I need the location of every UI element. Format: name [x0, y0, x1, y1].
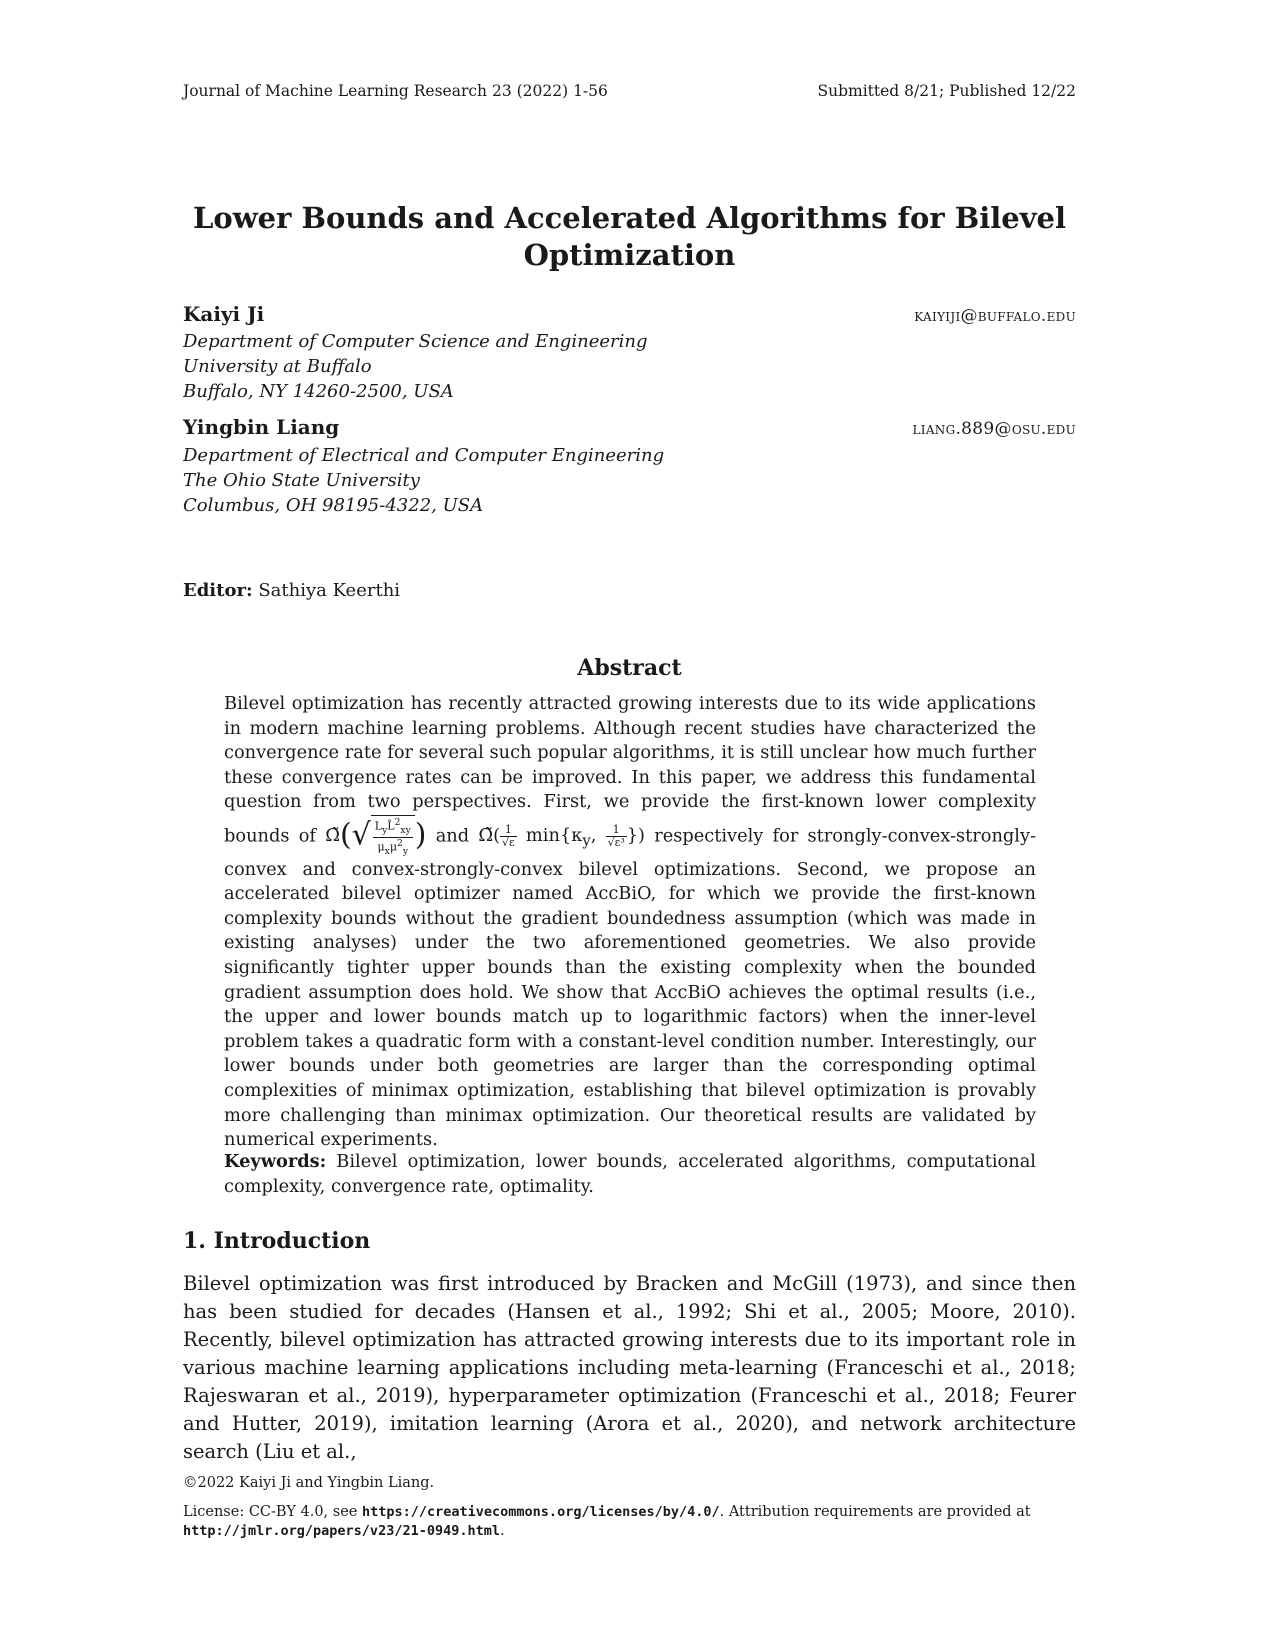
license-notice [183, 1503, 1076, 1541]
paper-link[interactable]: http://jmlr.org/papers/v23/21-0949.html [183, 1523, 500, 1539]
copyright-notice: ©2022 Kaiyi Ji and Yingbin Liang. [183, 1475, 435, 1491]
author-name: Yingbin Liang [183, 415, 340, 439]
lower-bound-formula-2: Ω̃( $\frac{1}{√\varepsilon}$ $\min\{\kappa_y$, $\frac{1}{\text{√ε³}}$ }) [478, 822, 645, 850]
editor-name: Sathiya Keerthi [258, 580, 401, 601]
keywords-text: Bilevel optimization, lower bounds, accelerated algorithms, computational complexity, convergence rate, optimality. [224, 1151, 1036, 1197]
license-mid: . Attribution requirements are provided at [719, 1504, 1031, 1520]
abstract-text-part2: respectively for strongly-convex-strongly-convex and convex-strongly-convex bilevel optimizations. Second, we propose an accelerated bilevel optimizer named AccBiO, for which we provide the first-known complexity bounds without the gradient boundedness assumption (which was made in existing analyses) under the two aforementioned geometries. We also provide significantly tighter upper bounds than the existing complexity when the bounded gradient assumption does hold. We show that AccBiO achieves the optimal results (i.e., the upper and lower bounds match up to logarithmic factors) when the inner-level problem takes a quadratic form with a constant-level condition number. Interestingly, our lower bounds under both geometries are larger than the corresponding optimal complexities of minimax optimization, establishing that bilevel optimization is provably more challenging than minimax optimization. Our theoretical results are validated by numerical experiments. [224, 825, 1037, 1151]
affiliation-department: Department of Computer Science and Engineering [183, 331, 648, 352]
author-email[interactable]: kaiyiji@buffalo.edu [914, 306, 1076, 326]
author-affiliation [183, 443, 664, 518]
license-link[interactable]: https://creativecommons.org/licenses/by/4.0/ [362, 1504, 720, 1520]
submission-dates: Submitted 8/21; Published 12/22 [817, 82, 1076, 100]
paper-title [183, 200, 1076, 274]
lower-bound-formula-1: Ω̃(√ $\frac{L_yL̃^2_{xy}}{\mu_x\mu^2_y}$ ) [325, 816, 427, 857]
author-affiliation [183, 329, 648, 404]
editor-label: Editor: [183, 580, 253, 601]
author-email[interactable]: liang.889@osu.edu [912, 419, 1076, 439]
affiliation-department: Department of Electrical and Computer Engineering [183, 445, 665, 466]
keywords-label: Keywords: [224, 1151, 327, 1172]
introduction-text [183, 1270, 1076, 1466]
journal-citation: Journal of Machine Learning Research 23 (2022) 1-56 [183, 82, 608, 100]
affiliation-address: Buffalo, NY 14260-2500, USA [183, 381, 454, 402]
abstract-heading: Abstract [577, 655, 682, 681]
author-name: Kaiyi Ji [183, 302, 265, 326]
title-line-1: Lower Bounds and Accelerated Algorithms for Bilevel [192, 201, 1067, 235]
affiliation-university: University at Buffalo [183, 356, 372, 377]
section-heading: 1. Introduction [183, 1228, 371, 1254]
running-header [183, 82, 1076, 100]
intro-paragraph: Bilevel optimization was first introduced by Bracken and McGill (1973), and since then has been studied for decades (Hansen et al., 1992; Shi et al., 2005; Moore, 2010). Recently, bilevel optimization has attracted growing interests due to its important role in various machine learning applications including meta-learning (Franceschi et al., 2018; Rajeswaran et al., 2019), hyperparameter optimization (Franceschi et al., 2018; Feurer and Hutter, 2019), imitation learning (Arora et al., 2020), and network architecture search (Liu et al., [183, 1272, 1076, 1463]
license-prefix: License: CC-BY 4.0, see [183, 1504, 358, 1520]
abstract-body [224, 692, 1036, 1153]
abstract-text-part1: Bilevel optimization has recently attracted growing interests due to its wide applications in modern machine learning problems. Although recent studies have characterized the convergence rate for several such popular algorithms, it is still unclear how much further these convergence rates can be improved. In this paper, we address this fundamental question from two perspectives. First, we provide the first-known lower complexity bounds of [224, 693, 1036, 847]
affiliation-address: Columbus, OH 98195-4322, USA [183, 495, 484, 516]
abstract-and: and [435, 825, 470, 847]
title-line-2: Optimization [523, 238, 736, 272]
keywords [224, 1150, 1036, 1199]
license-end: . [499, 1523, 505, 1539]
affiliation-university: The Ohio State University [183, 470, 420, 491]
editor-line [183, 580, 400, 601]
